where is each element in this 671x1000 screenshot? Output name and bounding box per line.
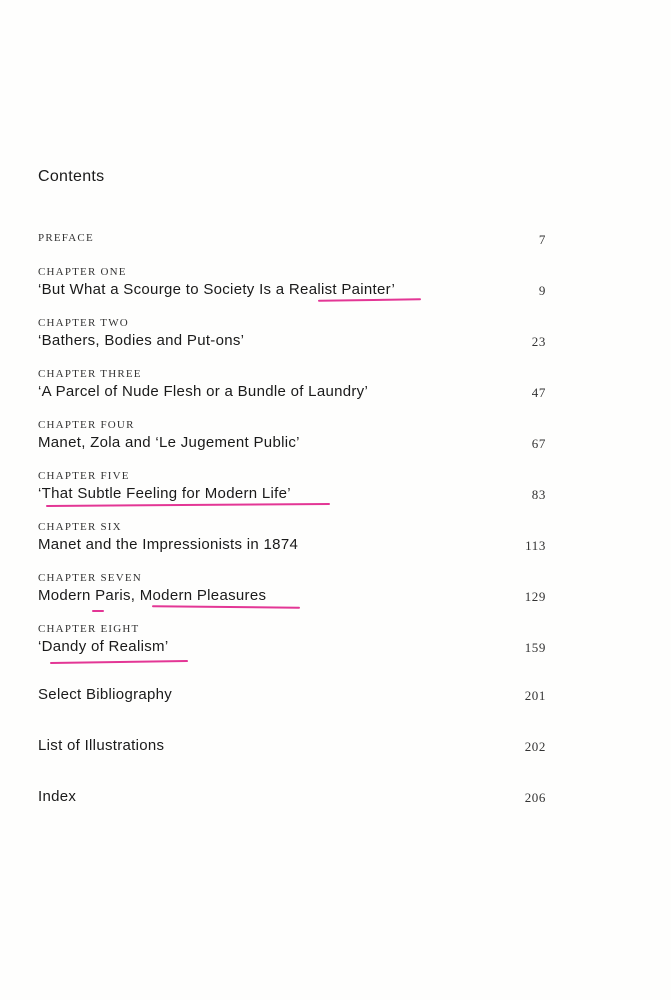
preface-label: PREFACE: [38, 232, 94, 244]
backmatter-title: Select Bibliography: [38, 686, 173, 703]
page-number: 201: [524, 688, 546, 703]
page-number: 129: [524, 589, 546, 604]
toc-entry-chapter-six: [38, 521, 546, 554]
page-number: 159: [524, 640, 546, 655]
chapter-kicker: CHAPTER FIVE: [38, 470, 130, 482]
toc-entry-preface: [38, 232, 546, 245]
toc-entry-chapter-three: [38, 368, 546, 401]
chapter-kicker: CHAPTER ONE: [38, 266, 127, 278]
contents-title: Contents: [38, 168, 105, 185]
chapter-kicker: CHAPTER EIGHT: [38, 623, 140, 635]
chapter-kicker: CHAPTER SEVEN: [38, 572, 142, 584]
chapter-kicker: CHAPTER THREE: [38, 368, 142, 380]
highlighter-underline: [46, 503, 330, 507]
toc-entry-chapter-two: [38, 317, 546, 350]
highlighter-underline: [152, 605, 300, 609]
backmatter-title: Index: [38, 788, 77, 805]
toc-entry-index: [38, 788, 546, 806]
page-number: 67: [531, 436, 546, 451]
toc-entry-chapter-one: [38, 266, 546, 299]
toc-entry-chapter-four: [38, 419, 546, 452]
highlighter-underline: [92, 610, 104, 612]
chapter-kicker: CHAPTER FOUR: [38, 419, 135, 431]
toc-entry-bibliography: [38, 686, 546, 704]
toc-entry-illustrations: [38, 737, 546, 755]
page-number: 23: [531, 334, 546, 349]
toc-entry-chapter-seven: [38, 572, 546, 605]
chapter-title: ‘Dandy of Realism’: [38, 638, 169, 655]
page-number: 202: [524, 739, 546, 754]
chapter-kicker: CHAPTER SIX: [38, 521, 122, 533]
highlighter-underline: [318, 298, 421, 301]
page-number: 113: [525, 538, 546, 553]
toc-entry-chapter-five: [38, 470, 546, 503]
page-number: 9: [538, 283, 546, 298]
page-number: 83: [531, 487, 546, 502]
chapter-kicker: CHAPTER TWO: [38, 317, 129, 329]
chapter-title: ‘But What a Scourge to Society Is a Realist Painter’: [38, 281, 396, 298]
toc-entry-chapter-eight: [38, 623, 546, 656]
page-number: 7: [538, 232, 546, 247]
highlighter-underline: [50, 660, 188, 664]
page-number: 206: [524, 790, 546, 805]
chapter-title: Manet and the Impressionists in 1874: [38, 536, 299, 553]
chapter-title: ‘Bathers, Bodies and Put-ons’: [38, 332, 245, 349]
chapter-title: Modern Paris, Modern Pleasures: [38, 587, 267, 604]
page-number: 47: [531, 385, 546, 400]
backmatter-title: List of Illustrations: [38, 737, 165, 754]
chapter-title: ‘A Parcel of Nude Flesh or a Bundle of Laundry’: [38, 383, 369, 400]
chapter-title: ‘That Subtle Feeling for Modern Life’: [38, 485, 291, 502]
chapter-title: Manet, Zola and ‘Le Jugement Public’: [38, 434, 300, 451]
